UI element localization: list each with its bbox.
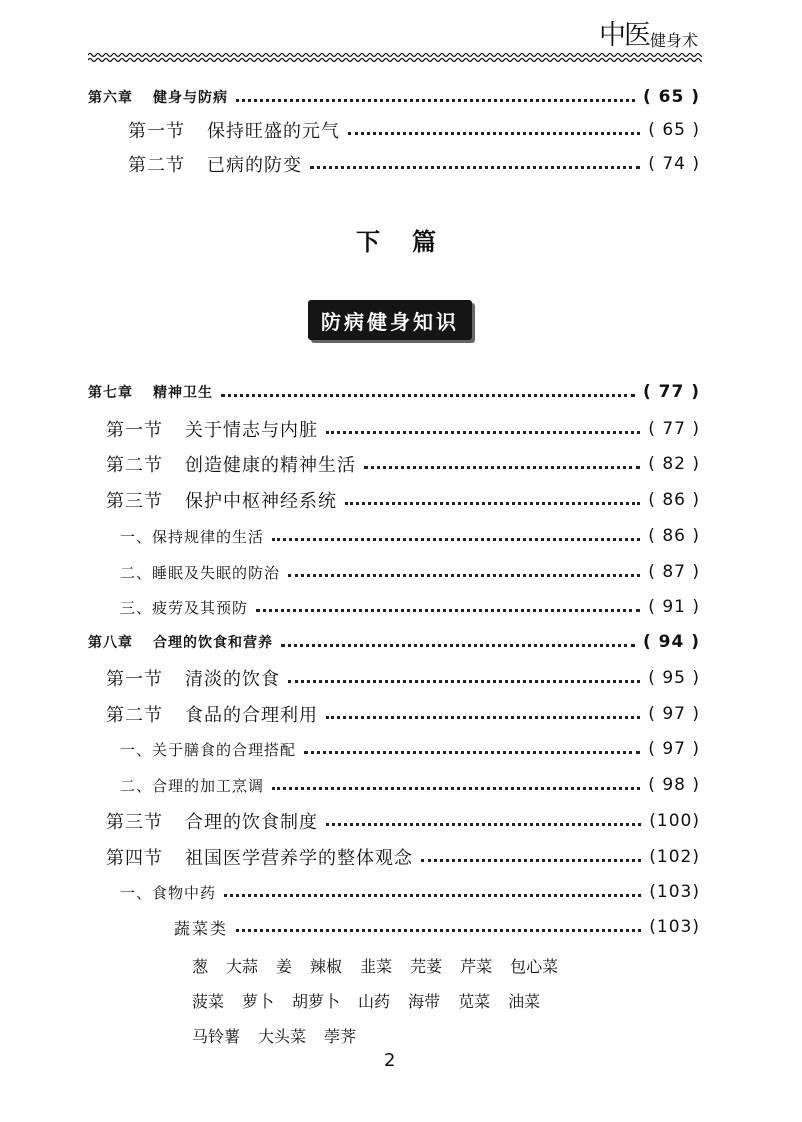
page-ref: (102) bbox=[649, 847, 700, 867]
vegetable-name: 菠菜 bbox=[192, 992, 225, 1011]
page-ref: (103) bbox=[649, 917, 700, 937]
part-banner: 防病健身知识 bbox=[308, 300, 472, 340]
toc-section-7-1[interactable] bbox=[106, 416, 700, 442]
toc-section-6-1[interactable] bbox=[128, 117, 700, 143]
toc-item-7-3-1[interactable] bbox=[120, 523, 700, 549]
toc-section-8-2[interactable] bbox=[106, 701, 700, 727]
vegetable-name: 葱 bbox=[192, 957, 209, 976]
section-title: 清淡的饮食 bbox=[185, 669, 280, 690]
item-title: 一、食物中药 bbox=[120, 883, 217, 902]
page-ref: ( 74 ) bbox=[648, 154, 700, 174]
page-ref: ( 65 ) bbox=[642, 87, 700, 107]
page-ref: ( 97 ) bbox=[648, 739, 700, 759]
section-number: 第二节 bbox=[106, 455, 163, 476]
page-ref: ( 86 ) bbox=[648, 526, 700, 546]
toc-item-8-4-1[interactable] bbox=[120, 879, 700, 905]
section-title: 保护中枢神经系统 bbox=[185, 491, 337, 512]
page-ref: ( 91 ) bbox=[648, 597, 700, 617]
item-title: 三、疲劳及其预防 bbox=[120, 598, 249, 617]
part-title: 下篇 bbox=[356, 228, 468, 256]
section-number: 第一节 bbox=[106, 669, 163, 690]
page-ref: ( 97 ) bbox=[648, 704, 700, 724]
vegetable-row-3 bbox=[192, 1024, 374, 1047]
chapter-number: 第七章 bbox=[88, 385, 133, 401]
toc-section-7-2[interactable] bbox=[106, 451, 700, 477]
toc-item-8-2-1[interactable] bbox=[120, 736, 700, 762]
section-title: 已病的防变 bbox=[207, 155, 302, 176]
dot-leader bbox=[326, 716, 640, 719]
running-header-title bbox=[599, 20, 698, 52]
chapter-title: 精神卫生 bbox=[153, 385, 213, 401]
header-wavy-rule bbox=[88, 51, 702, 65]
dot-leader bbox=[236, 99, 635, 102]
toc-section-7-3[interactable] bbox=[106, 487, 700, 513]
toc-section-8-4[interactable] bbox=[106, 844, 700, 870]
vegetable-name: 韭菜 bbox=[360, 957, 393, 976]
dot-leader bbox=[272, 787, 640, 790]
vegetable-name: 苋菜 bbox=[458, 992, 491, 1011]
section-title: 合理的饮食制度 bbox=[185, 812, 318, 833]
vegetable-name: 马铃薯 bbox=[192, 1027, 241, 1046]
vegetable-name: 萝卜 bbox=[242, 992, 275, 1011]
item-title: 二、合理的加工烹调 bbox=[120, 776, 265, 795]
dot-leader bbox=[224, 894, 641, 897]
toc-section-8-3[interactable] bbox=[106, 808, 700, 834]
vegetable-name: 芹菜 bbox=[460, 957, 493, 976]
page-ref: ( 77 ) bbox=[648, 419, 700, 439]
dot-leader bbox=[272, 538, 640, 541]
section-number: 第二节 bbox=[106, 705, 163, 726]
dot-leader bbox=[310, 166, 640, 169]
dot-leader bbox=[345, 502, 640, 505]
page-ref: ( 94 ) bbox=[642, 632, 700, 652]
dot-leader bbox=[256, 609, 640, 612]
vegetable-name: 海带 bbox=[408, 992, 441, 1011]
dot-leader bbox=[304, 751, 640, 754]
page-ref: ( 82 ) bbox=[648, 454, 700, 474]
chapter-title: 健身与防病 bbox=[153, 90, 228, 106]
toc-item-8-2-2[interactable] bbox=[120, 772, 700, 798]
page-ref: ( 77 ) bbox=[642, 382, 700, 402]
vegetable-name: 大蒜 bbox=[226, 957, 259, 976]
page-ref: ( 95 ) bbox=[648, 668, 700, 688]
chapter-title: 合理的饮食和营养 bbox=[153, 635, 273, 651]
category-title: 蔬菜类 bbox=[174, 918, 229, 938]
dot-leader bbox=[348, 132, 640, 135]
vegetable-name: 包心菜 bbox=[510, 957, 559, 976]
section-title: 食品的合理利用 bbox=[185, 705, 318, 726]
toc-chapter-7[interactable] bbox=[88, 379, 700, 405]
section-title: 保持旺盛的元气 bbox=[207, 121, 340, 142]
section-number: 第三节 bbox=[106, 812, 163, 833]
dot-leader bbox=[288, 680, 640, 683]
toc-chapter-8[interactable] bbox=[88, 629, 700, 655]
page-ref: ( 65 ) bbox=[648, 120, 700, 140]
vegetable-name: 胡萝卜 bbox=[292, 992, 341, 1011]
vegetable-name: 油菜 bbox=[508, 992, 541, 1011]
page-ref: (100) bbox=[649, 811, 700, 831]
toc-item-7-3-2[interactable] bbox=[120, 559, 700, 585]
toc-item-7-3-3[interactable] bbox=[120, 594, 700, 620]
dot-leader bbox=[326, 431, 640, 434]
section-number: 第二节 bbox=[128, 155, 185, 176]
section-title: 创造健康的精神生活 bbox=[185, 455, 356, 476]
page-ref: ( 86 ) bbox=[648, 490, 700, 510]
dot-leader bbox=[236, 929, 641, 932]
section-number: 第一节 bbox=[106, 420, 163, 441]
header-title-sub: 健身术 bbox=[649, 31, 698, 50]
section-number: 第一节 bbox=[128, 121, 185, 142]
section-title: 关于情志与内脏 bbox=[185, 420, 318, 441]
vegetable-name: 山药 bbox=[358, 992, 391, 1011]
item-title: 一、关于膳食的合理搭配 bbox=[120, 740, 297, 759]
vegetable-name: 大头菜 bbox=[258, 1027, 307, 1046]
dot-leader bbox=[221, 394, 635, 397]
page-ref: ( 98 ) bbox=[648, 775, 700, 795]
item-title: 一、保持规律的生活 bbox=[120, 527, 265, 546]
chapter-number: 第八章 bbox=[88, 635, 133, 651]
section-title: 祖国医学营养学的整体观念 bbox=[185, 848, 413, 869]
toc-section-8-1[interactable] bbox=[106, 665, 700, 691]
header-title-main: 中医 bbox=[598, 20, 649, 51]
item-title: 二、睡眠及失眠的防治 bbox=[120, 563, 281, 582]
vegetable-row-2 bbox=[192, 989, 558, 1012]
vegetable-name: 荸荠 bbox=[324, 1027, 357, 1046]
toc-category-vegetables[interactable] bbox=[174, 914, 700, 940]
dot-leader bbox=[281, 644, 635, 647]
chapter-number: 第六章 bbox=[88, 90, 133, 106]
dot-leader bbox=[288, 574, 640, 577]
dot-leader bbox=[364, 466, 640, 469]
dot-leader bbox=[326, 823, 641, 826]
dot-leader bbox=[421, 859, 641, 862]
vegetable-name: 芫荽 bbox=[410, 957, 443, 976]
page-ref: (103) bbox=[649, 882, 700, 902]
section-number: 第四节 bbox=[106, 848, 163, 869]
toc-section-6-2[interactable] bbox=[128, 151, 700, 177]
vegetable-name: 辣椒 bbox=[310, 957, 343, 976]
vegetable-name: 姜 bbox=[276, 957, 293, 976]
page-number: 2 bbox=[384, 1050, 396, 1071]
section-number: 第三节 bbox=[106, 491, 163, 512]
vegetable-row-1 bbox=[192, 954, 576, 977]
page-ref: ( 87 ) bbox=[648, 562, 700, 582]
toc-chapter-6[interactable] bbox=[88, 84, 700, 110]
